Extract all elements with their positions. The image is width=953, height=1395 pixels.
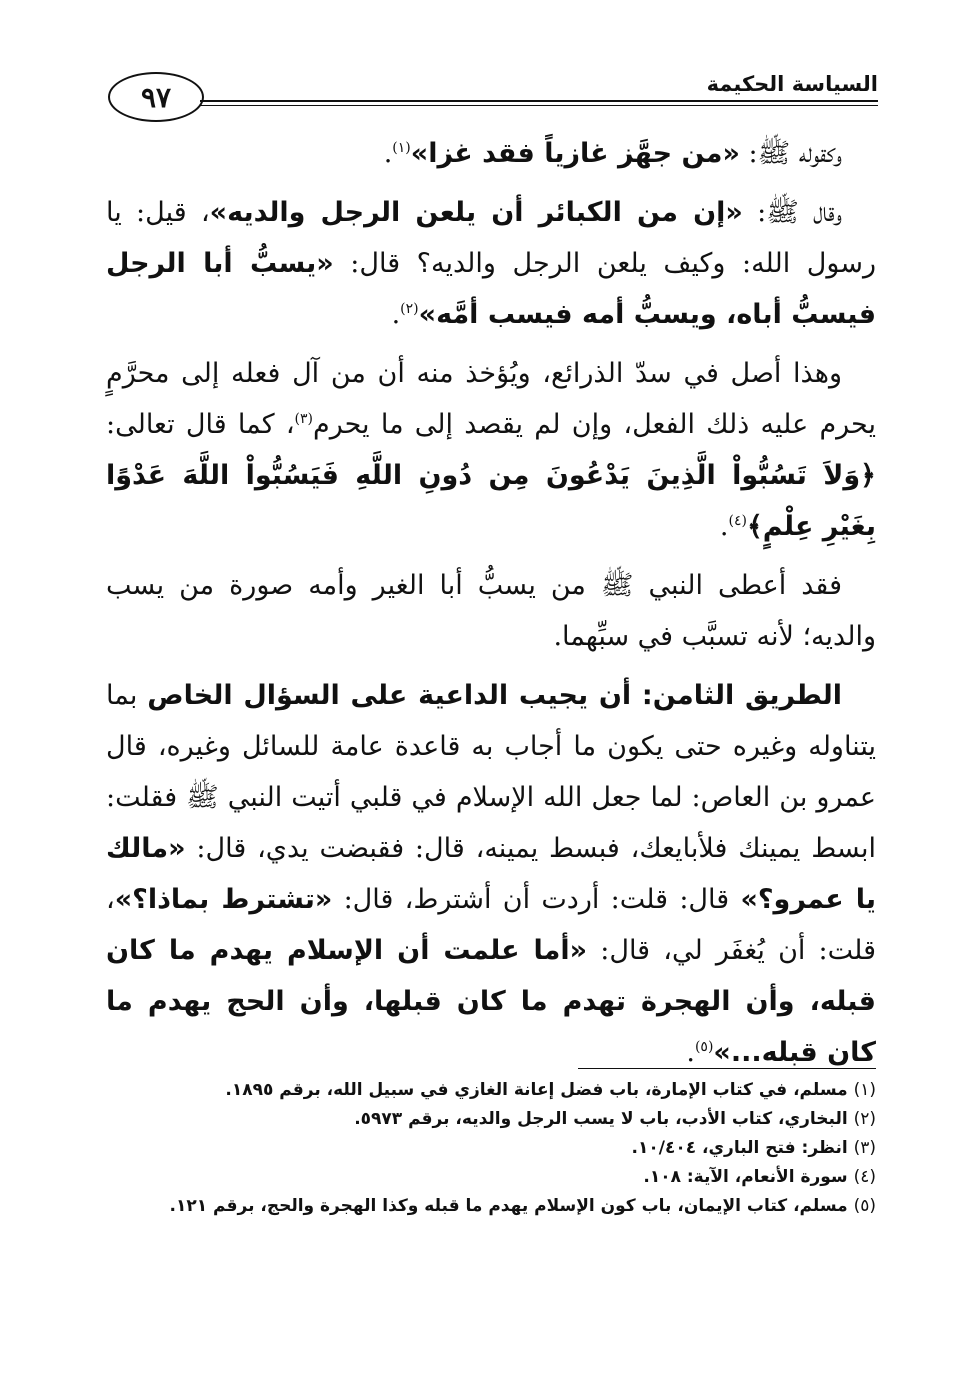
footnote-ref: (١) [392,140,411,156]
hadith-quote: «مالك يا عمرو؟» [106,833,877,915]
footnote-ref: (٤) [728,513,747,529]
page-header [108,70,878,126]
text-run: ، كما قال تعالى: [106,409,295,440]
text-run: ، قيل: يا رسول الله: وكيف يلعن الرجل والديه؟ قال: [106,197,877,279]
footnote-ref: (٢) [400,301,419,317]
text-run: فقد أعطى النبي ﷺ من يسبُّ أبا الغير وأمه صورة من يسب والديه؛ لأنه تسبَّب في سبِّهما. [106,570,876,652]
footnote-4 [106,1163,876,1192]
hadith-quote: «تشترط بماذا؟» [114,884,333,915]
main-text [106,128,876,1086]
text-run: وقال ﷺ: [742,197,842,228]
footnote-number: (١) [853,1080,876,1100]
text-run: . [719,511,729,542]
paragraph-4 [106,560,876,662]
text-run: . [686,1037,695,1068]
text-run: . [383,138,393,169]
footnote-1 [106,1076,876,1105]
footnote-ref: (٣) [294,411,314,427]
footnotes [106,1076,876,1221]
footnote-separator [578,1068,876,1069]
footnote-text: انظر: فتح الباري، ١٠/٤٠٤. [631,1138,854,1158]
footnote-5 [106,1192,876,1221]
text-run: وهذا أصل في سدّ الذرائع، ويُؤخذ منه أن من آل فعله إلى محرَّمٍ يحرم عليه ذلك الفعل، وإن لم يقصد إلى ما يحرم [106,358,876,440]
footnote-text: مسلم، كتاب الإيمان، باب كون الإسلام يهدم ما قبله وكذا الهجرة والحج، برقم ١٢١. [169,1196,854,1216]
header-rule-thin [200,105,878,106]
hadith-quote: «أما علمت أن الإسلام يهدم ما كان قبله، وأن الهجرة تهدم ما كان قبلها، وأن الحج يهدم ما كان قبله...» [106,935,876,1068]
footnote-number: (٥) [853,1196,876,1216]
text-run: ، قلت: أن يُغفَر لي، قال: [106,884,877,966]
section-heading-rest: أن يجيب الداعية على السؤال الخاص [147,680,632,711]
quran-verse: ﴿وَلاَ تَسُبُّواْ الَّذِينَ يَدْعُونَ مِن دُونِ اللَّهِ فَيَسُبُّواْ اللَّهَ عَدْوًا بِغَيْرِ عِلْمٍ﴾ [106,460,876,542]
footnote-number: (٣) [853,1138,876,1158]
text-run: . [391,299,401,330]
paragraph-1 [106,128,876,179]
text-run: بما يتناوله وغيره حتى يكون ما أجاب به قاعدة عامة للسائل وغيره، قال عمرو بن العاص: لما جعل الله الإسلام في قلبي أتيت النبي ﷺ فقلت: ابسط يمينك فلأبايعك، فبسط يمينه، قال: فقبضت يدي، قال: [106,680,876,864]
hadith-quote: «من جهَّز غازياً فقد غزا» [410,138,740,169]
header-rule [200,100,878,102]
hadith-quote: «يسبُّ أبا الرجل فيسبُّ أباه، ويسبُّ أمه فيسب أمَّه» [106,248,876,330]
text-run: قال: قلت: أردت أن أشترط، قال: [332,884,741,915]
hadith-quote: «إن من الكبائر أن يلعن الرجل والديه» [209,197,743,228]
footnote-text: مسلم، في كتاب الإمارة، باب فضل إعانة الغازي في سبيل الله، برقم ١٨٩٥. [225,1080,854,1100]
text-run: وكقوله ﷺ: [739,138,842,169]
paragraph-2 [106,187,876,340]
footnote-number: (٤) [853,1167,876,1187]
footnote-ref: (٥) [694,1039,714,1055]
page-number-oval [108,72,204,122]
page-number: ٩٧ [140,80,172,114]
section-heading: الطريق الثامن: [631,680,842,711]
footnote-text: سورة الأنعام، الآية: ١٠٨. [643,1167,854,1187]
footnote-2 [106,1105,876,1134]
running-title: السياسة الحكيمة [706,72,878,96]
footnote-3 [106,1134,876,1163]
paragraph-3 [106,348,876,552]
footnote-text: البخاري، كتاب الأدب، باب لا يسب الرجل والديه، برقم ٥٩٧٣. [354,1109,854,1129]
paragraph-5 [106,670,876,1078]
footnote-number: (٢) [853,1109,876,1129]
